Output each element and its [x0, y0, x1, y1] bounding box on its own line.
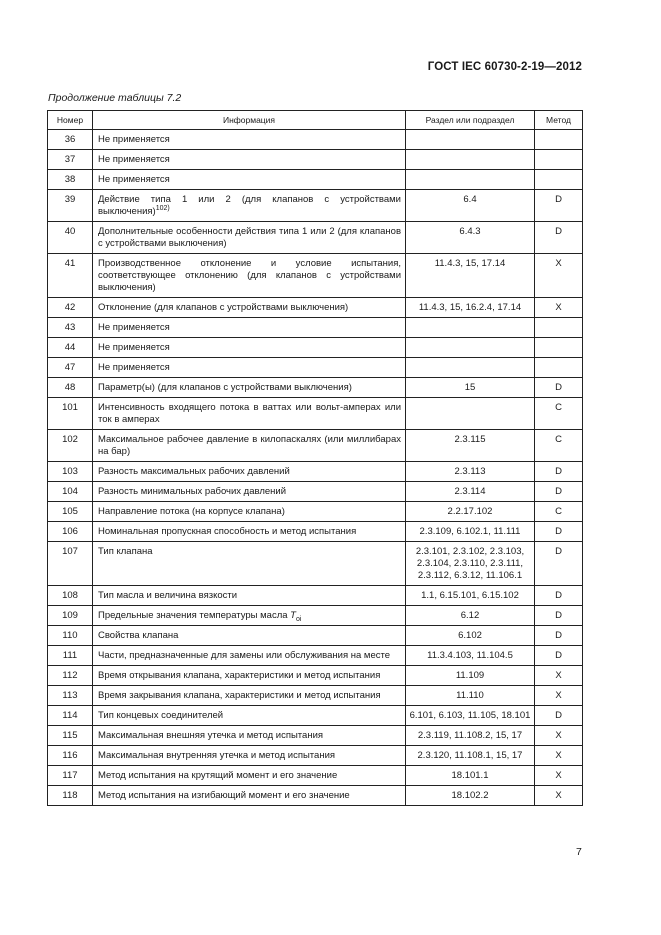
table-row: [48, 338, 583, 358]
row-section: 6.12: [406, 606, 535, 626]
row-information: [93, 170, 406, 190]
table-row: [48, 430, 583, 462]
row-method: [535, 338, 583, 358]
row-information-text: Номинальная пропускная способность и метод испытания: [98, 526, 357, 537]
row-number: 101: [48, 398, 93, 430]
temperature-symbol-subscript: oi: [295, 615, 302, 623]
row-section: 2.3.101, 2.3.102, 2.3.103, 2.3.104, 2.3.110, 2.3.111, 2.3.112, 6.3.12, 11.106.1: [406, 542, 535, 586]
row-information-text: Метод испытания на крутящий момент и его значение: [98, 770, 338, 781]
row-method: C: [535, 502, 583, 522]
row-section: 11.3.4.103, 11.104.5: [406, 646, 535, 666]
row-information: [93, 430, 406, 462]
row-information-text: Не применяется: [98, 322, 170, 333]
row-information-text: Разность минимальных рабочих давлений: [98, 486, 287, 497]
table-row: [48, 130, 583, 150]
row-information: [93, 522, 406, 542]
row-number: 106: [48, 522, 93, 542]
row-section: 6.4: [406, 190, 535, 222]
page-number: 7: [576, 846, 582, 858]
row-information-text: Разность максимальных рабочих давлений: [98, 466, 290, 477]
table-caption: Продолжение таблицы 7.2: [48, 92, 182, 104]
table-row: [48, 318, 583, 338]
row-information: [93, 222, 406, 254]
row-section: 18.102.2: [406, 786, 535, 806]
row-information-text: Действие типа 1 или 2 (для клапанов с устройствами выключения): [98, 194, 401, 217]
table-row: [48, 298, 583, 318]
row-information: [93, 358, 406, 378]
table-row: [48, 726, 583, 746]
row-number: 44: [48, 338, 93, 358]
row-information: [93, 746, 406, 766]
row-method: [535, 358, 583, 378]
row-section: 2.3.120, 11.108.1, 15, 17: [406, 746, 535, 766]
row-information-text: Метод испытания на изгибающий момент и его значение: [98, 790, 350, 801]
row-number: 39: [48, 190, 93, 222]
row-section: 15: [406, 378, 535, 398]
row-information-text: Отклонение (для клапанов с устройствами выключения): [98, 302, 349, 313]
row-section: 11.109: [406, 666, 535, 686]
row-information: [93, 706, 406, 726]
row-method: D: [535, 482, 583, 502]
row-information-text: Не применяется: [98, 154, 170, 165]
row-number: 41: [48, 254, 93, 298]
row-information: [93, 626, 406, 646]
row-number: 113: [48, 686, 93, 706]
row-section: 6.4.3: [406, 222, 535, 254]
table-row: [48, 522, 583, 542]
row-method: X: [535, 686, 583, 706]
row-information-text: Параметр(ы) (для клапанов с устройствами выключения): [98, 382, 352, 393]
table-row: [48, 786, 583, 806]
row-method: X: [535, 766, 583, 786]
row-information-text: Производственное отклонение и условие испытания, соответствующее отклонению (для клапанов с устройствами выключения): [98, 258, 401, 293]
row-number: 105: [48, 502, 93, 522]
row-number: 107: [48, 542, 93, 586]
table-row: [48, 462, 583, 482]
row-information-text: Максимальная внешняя утечка и метод испытания: [98, 730, 324, 741]
row-section: 11.4.3, 15, 17.14: [406, 254, 535, 298]
row-section: 2.3.115: [406, 430, 535, 462]
row-number: 114: [48, 706, 93, 726]
row-information-text: Предельные значения температуры масла: [98, 610, 288, 621]
row-information-text: Не применяется: [98, 134, 170, 145]
row-method: D: [535, 522, 583, 542]
row-number: 38: [48, 170, 93, 190]
row-number: 102: [48, 430, 93, 462]
table-header-row: [48, 111, 583, 130]
row-method: [535, 318, 583, 338]
table-row: [48, 686, 583, 706]
row-method: D: [535, 586, 583, 606]
standard-designation: ГОСТ IEC 60730-2-19—2012: [427, 61, 582, 73]
row-section: 2.2.17.102: [406, 502, 535, 522]
table-row: [48, 150, 583, 170]
row-number: 115: [48, 726, 93, 746]
row-information: [93, 606, 406, 626]
row-number: 118: [48, 786, 93, 806]
row-method: C: [535, 398, 583, 430]
row-section: [406, 338, 535, 358]
row-information-text: Максимальное рабочее давление в килопаскалях (или миллибарах на бар): [98, 434, 401, 457]
table-row: [48, 378, 583, 398]
row-number: 104: [48, 482, 93, 502]
row-information-text: Тип концевых соединителей: [98, 710, 224, 721]
table-row: [48, 666, 583, 686]
row-number: 116: [48, 746, 93, 766]
header-method: Метод: [535, 111, 583, 130]
row-information: [93, 378, 406, 398]
row-information-text: Свойства клапана: [98, 630, 179, 641]
row-method: D: [535, 606, 583, 626]
row-information: [93, 462, 406, 482]
row-section: 2.3.109, 6.102.1, 11.111: [406, 522, 535, 542]
table-row: [48, 646, 583, 666]
row-information-text: Максимальная внутренняя утечка и метод испытания: [98, 750, 336, 761]
row-number: 110: [48, 626, 93, 646]
row-number: 112: [48, 666, 93, 686]
row-information-text: Не применяется: [98, 342, 170, 353]
table-row: [48, 398, 583, 430]
row-method: D: [535, 646, 583, 666]
row-section: 1.1, 6.15.101, 6.15.102: [406, 586, 535, 606]
row-information: [93, 786, 406, 806]
row-number: 47: [48, 358, 93, 378]
row-information: [93, 686, 406, 706]
row-number: 37: [48, 150, 93, 170]
row-information-text: Тип масла и величина вязкости: [98, 590, 238, 601]
row-information-text: Направление потока (на корпусе клапана): [98, 506, 285, 517]
row-information-text: Интенсивность входящего потока в ваттах или вольт-амперах или ток в амперах: [98, 402, 401, 425]
row-method: D: [535, 706, 583, 726]
row-information: [93, 338, 406, 358]
row-information-text: Части, предназначенные для замены или обслуживания на месте: [98, 650, 391, 661]
table-row: [48, 626, 583, 646]
row-section: 11.110: [406, 686, 535, 706]
table-row: [48, 586, 583, 606]
row-information-text: Не применяется: [98, 362, 170, 373]
row-method: D: [535, 462, 583, 482]
row-number: 109: [48, 606, 93, 626]
header-information: Информация: [93, 111, 406, 130]
row-section: [406, 170, 535, 190]
table-row: [48, 222, 583, 254]
row-number: 36: [48, 130, 93, 150]
temperature-symbol: T: [290, 610, 296, 621]
row-section: 2.3.119, 11.108.2, 15, 17: [406, 726, 535, 746]
row-method: X: [535, 298, 583, 318]
row-method: C: [535, 430, 583, 462]
row-information-text: Не применяется: [98, 174, 170, 185]
row-method: X: [535, 726, 583, 746]
table-row: [48, 606, 583, 626]
row-section: 11.4.3, 15, 16.2.4, 17.14: [406, 298, 535, 318]
row-number: 117: [48, 766, 93, 786]
row-section: 18.101.1: [406, 766, 535, 786]
table-row: [48, 358, 583, 378]
row-information: [93, 542, 406, 586]
row-information-text: Время закрывания клапана, характеристики и метод испытания: [98, 690, 381, 701]
row-method: [535, 170, 583, 190]
row-section: [406, 398, 535, 430]
table-body: [48, 130, 583, 806]
table-row: [48, 254, 583, 298]
header-number: Номер: [48, 111, 93, 130]
row-information: [93, 502, 406, 522]
row-section: [406, 150, 535, 170]
row-method: [535, 130, 583, 150]
row-number: 103: [48, 462, 93, 482]
row-information: [93, 318, 406, 338]
row-information: [93, 298, 406, 318]
row-section: [406, 318, 535, 338]
row-information: [93, 766, 406, 786]
row-information-text: Время открывания клапана, характеристики и метод испытания: [98, 670, 381, 681]
table-row: [48, 502, 583, 522]
row-information: [93, 646, 406, 666]
footnote-reference: 102): [155, 204, 170, 212]
row-information: [93, 586, 406, 606]
row-information: [93, 190, 406, 222]
row-number: 48: [48, 378, 93, 398]
row-method: D: [535, 190, 583, 222]
row-method: X: [535, 746, 583, 766]
row-method: D: [535, 626, 583, 646]
row-section: [406, 130, 535, 150]
row-number: 108: [48, 586, 93, 606]
row-information: [93, 726, 406, 746]
row-information: [93, 254, 406, 298]
table-row: [48, 746, 583, 766]
data-table: [47, 110, 583, 806]
row-method: X: [535, 786, 583, 806]
row-method: D: [535, 222, 583, 254]
row-information: [93, 398, 406, 430]
table-row: [48, 766, 583, 786]
row-method: D: [535, 378, 583, 398]
table-row: [48, 706, 583, 726]
row-method: D: [535, 542, 583, 586]
row-number: 43: [48, 318, 93, 338]
row-number: 40: [48, 222, 93, 254]
row-information: [93, 130, 406, 150]
row-information: [93, 150, 406, 170]
row-information-text: Дополнительные особенности действия типа 1 или 2 (для клапанов с устройствами выключения): [98, 226, 401, 249]
row-number: 111: [48, 646, 93, 666]
row-section: 6.102: [406, 626, 535, 646]
table-row: [48, 170, 583, 190]
row-method: X: [535, 254, 583, 298]
table-row: [48, 542, 583, 586]
row-information-text: Тип клапана: [98, 546, 153, 557]
row-number: 42: [48, 298, 93, 318]
row-information: [93, 666, 406, 686]
row-section: 2.3.113: [406, 462, 535, 482]
row-method: X: [535, 666, 583, 686]
header-section: Раздел или подраздел: [406, 111, 535, 130]
row-method: [535, 150, 583, 170]
row-section: [406, 358, 535, 378]
row-information: [93, 482, 406, 502]
table-row: [48, 190, 583, 222]
row-section: 6.101, 6.103, 11.105, 18.101: [406, 706, 535, 726]
table-row: [48, 482, 583, 502]
row-section: 2.3.114: [406, 482, 535, 502]
